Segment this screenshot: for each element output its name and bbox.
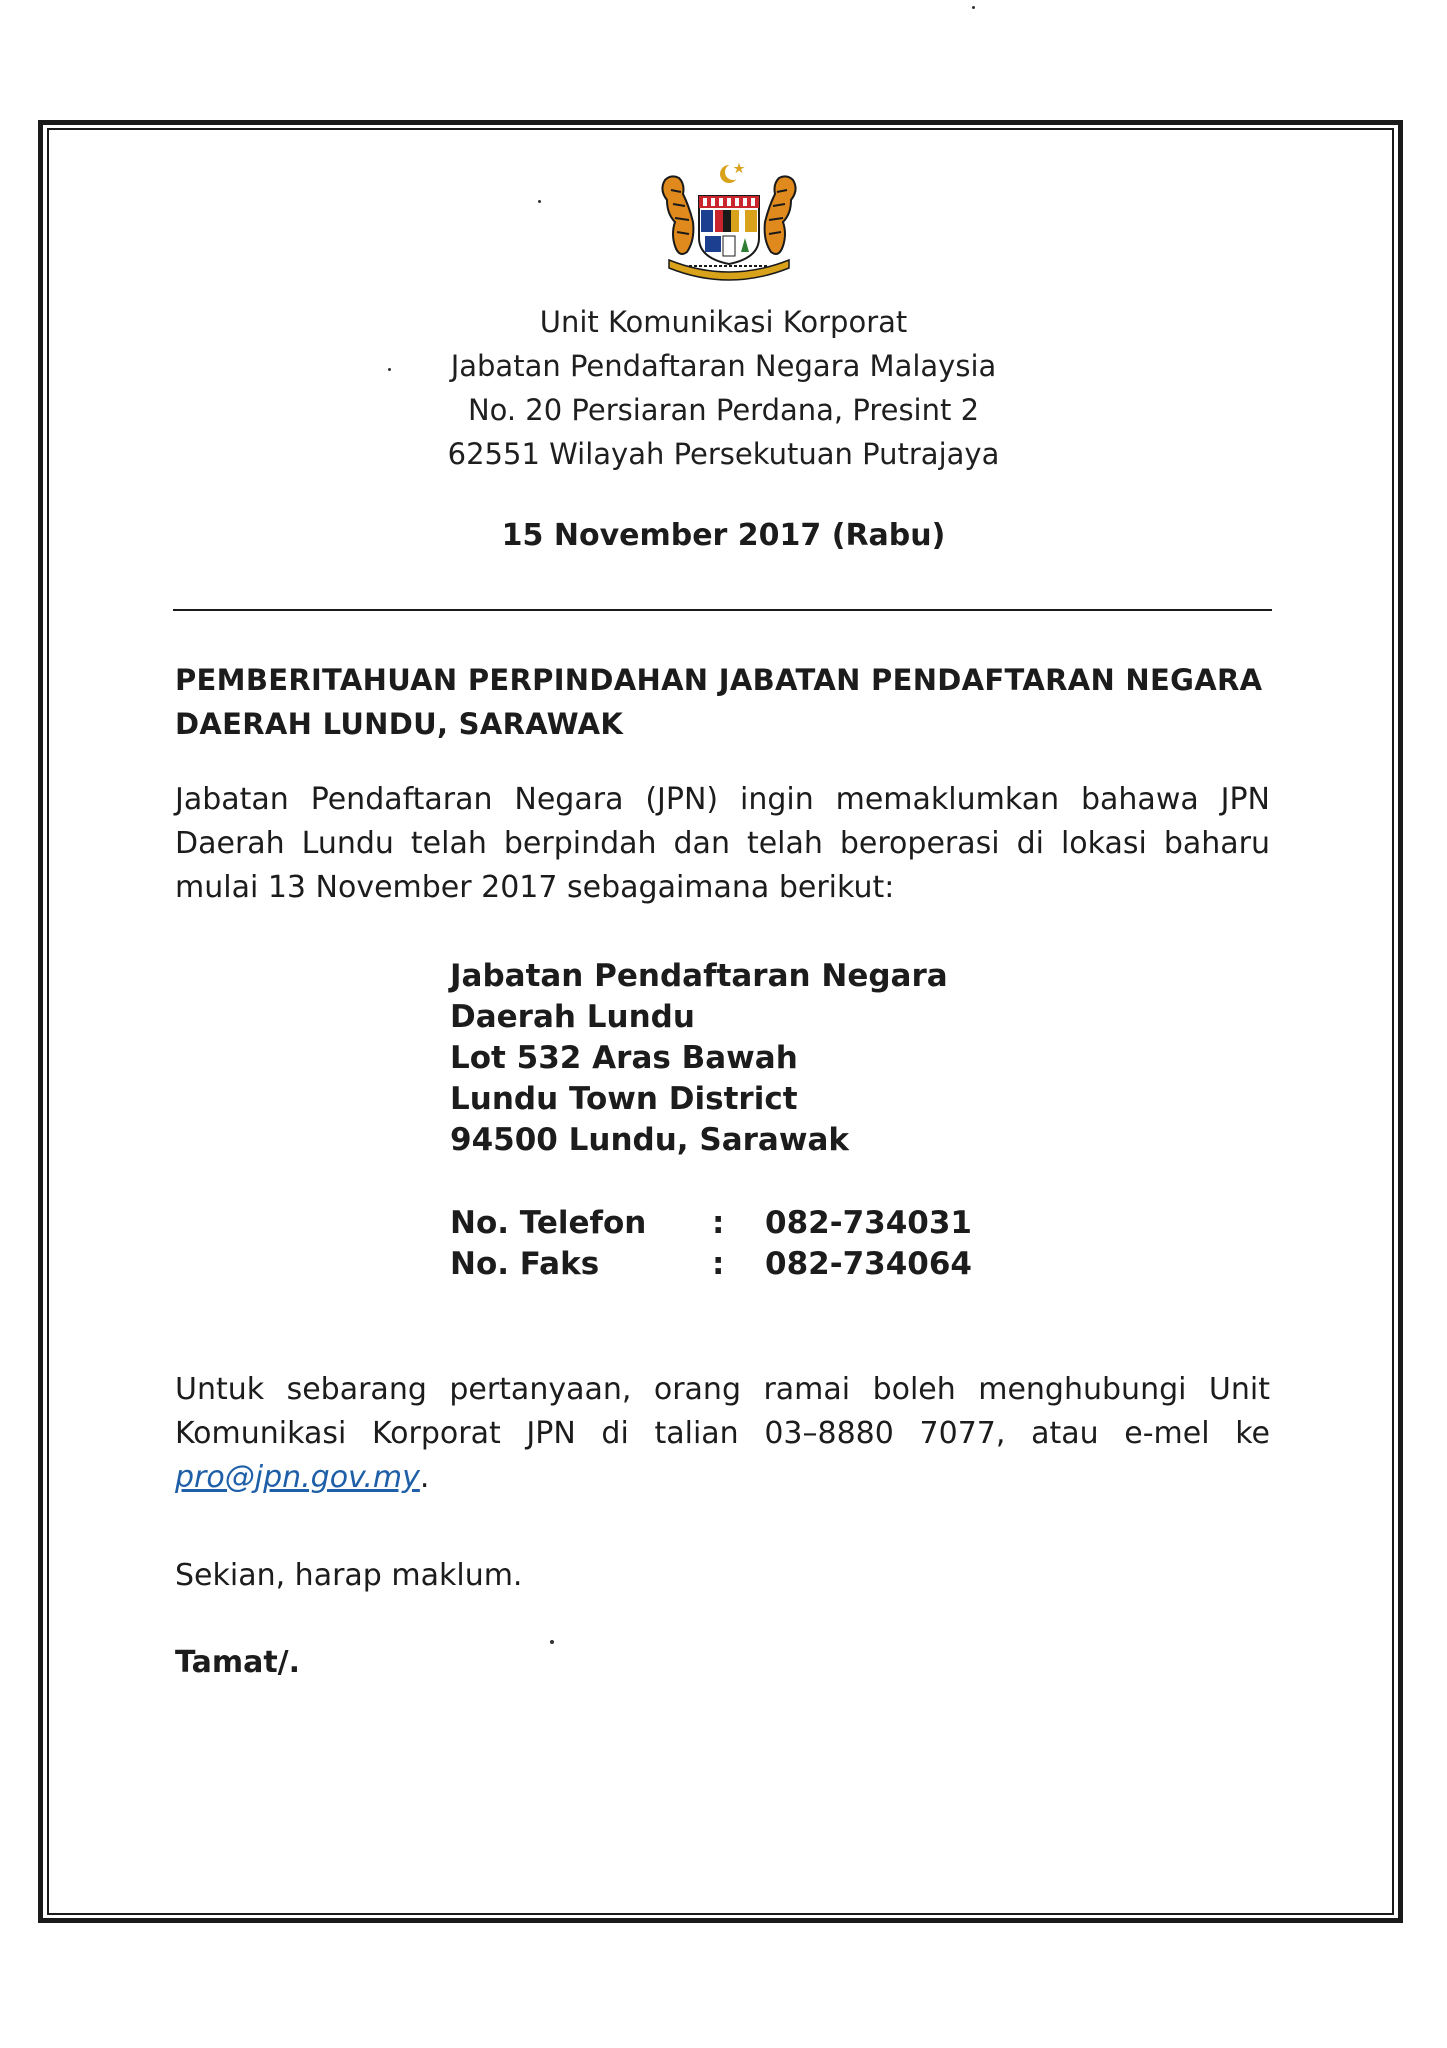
malaysia-coat-of-arms-icon xyxy=(649,160,809,288)
scan-speck xyxy=(550,1640,554,1644)
address-line: Jabatan Pendaftaran Negara xyxy=(450,958,948,994)
inquiry-text: Untuk sebarang pertanyaan, orang ramai boleh menghubungi Unit Komunikasi Korporat JPN di talian 03–8880 7077, atau e-mel ke xyxy=(175,1372,1270,1451)
document-title: PEMBERITAHUAN PERPINDAHAN JABATAN PENDAFTARAN NEGARA DAERAH LUNDU, SARAWAK xyxy=(175,663,1263,741)
contact-value: 082-734031 xyxy=(765,1205,972,1241)
contact-value: 082-734064 xyxy=(765,1246,972,1282)
address-line: Lundu Town District xyxy=(450,1081,798,1117)
scan-speck xyxy=(538,200,541,203)
address-line: Lot 532 Aras Bawah xyxy=(450,1040,798,1076)
contact-separator: : xyxy=(712,1246,725,1282)
closing-remark: Sekian, harap maklum. xyxy=(175,1558,523,1593)
address-line: Daerah Lundu xyxy=(450,999,695,1035)
letterhead-unit: Unit Komunikasi Korporat xyxy=(539,305,908,339)
contact-label: No. Telefon xyxy=(450,1205,647,1241)
new-office-address xyxy=(450,956,948,1161)
address-line: 94500 Lundu, Sarawak xyxy=(450,1122,849,1158)
letterhead-city: 62551 Wilayah Persekutuan Putrajaya xyxy=(447,437,1000,471)
contact-label: No. Faks xyxy=(450,1246,600,1282)
letterhead-department: Jabatan Pendaftaran Negara Malaysia xyxy=(450,349,997,383)
scan-speck xyxy=(388,368,391,371)
intro-paragraph: Jabatan Pendaftaran Negara (JPN) ingin memaklumkan bahawa JPN Daerah Lundu telah berpindah dan telah beroperasi di lokasi baharu mulai 13 November 2017 sebagaimana berikut: xyxy=(175,782,1270,905)
document-date: 15 November 2017 (Rabu) xyxy=(501,518,946,553)
header-divider xyxy=(173,609,1272,611)
end-mark: Tamat/. xyxy=(175,1645,301,1680)
letterhead-street: No. 20 Persiaran Perdana, Presint 2 xyxy=(467,393,980,427)
inquiry-end: . xyxy=(419,1460,430,1495)
email-link[interactable]: pro@jpn.gov.my xyxy=(175,1460,420,1495)
scan-speck xyxy=(972,6,975,9)
inquiry-paragraph xyxy=(175,1368,1270,1500)
contact-separator: : xyxy=(712,1205,725,1241)
